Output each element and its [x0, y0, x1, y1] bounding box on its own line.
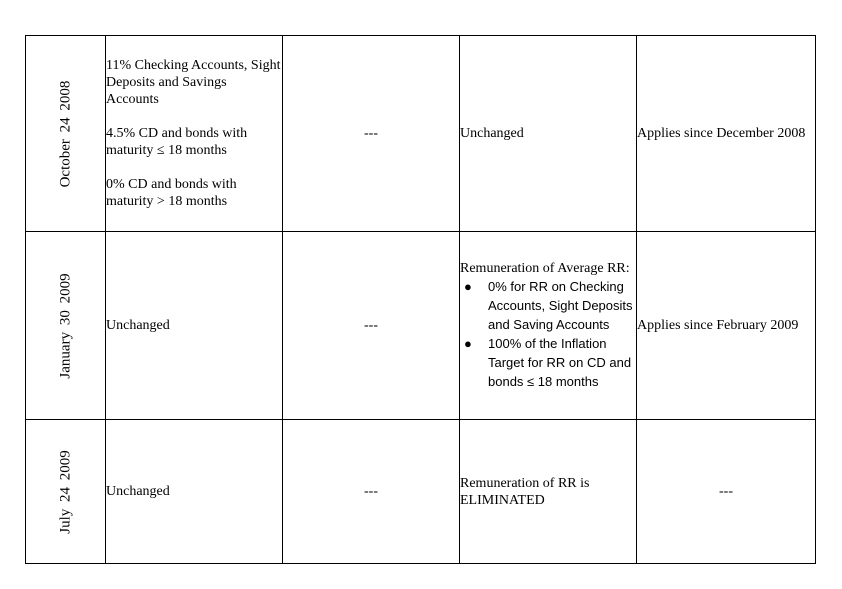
dash-cell: ---	[283, 232, 460, 420]
table-row	[26, 36, 816, 232]
remuneration-cell	[460, 232, 637, 420]
date-cell	[26, 36, 106, 232]
remuneration-cell: Remuneration of RR is ELIMINATED	[460, 420, 637, 564]
list-item-text: 0% for RR on Checking Accounts, Sight Deposits and Saving Accounts	[488, 279, 633, 332]
ratio-cell: Unchanged	[106, 232, 283, 420]
ratio-cell: Unchanged	[106, 420, 283, 564]
ratio-cell	[106, 36, 283, 232]
date-cell	[26, 232, 106, 420]
list-item	[460, 277, 636, 334]
ratio-line: 4.5% CD and bonds with maturity ≤ 18 months	[106, 126, 248, 158]
list-item	[460, 334, 636, 391]
table-row	[26, 420, 816, 564]
ratio-line: 0% CD and bonds with maturity > 18 months	[106, 177, 237, 209]
remuneration-list	[460, 277, 636, 391]
table-row	[26, 232, 816, 420]
date-label: October 24 2008	[57, 80, 73, 187]
bullet-icon: ●	[464, 279, 472, 294]
dash-cell: ---	[283, 420, 460, 564]
reserve-requirements-table	[25, 35, 816, 564]
remuneration-cell: Unchanged	[460, 36, 637, 232]
dash-cell: ---	[283, 36, 460, 232]
notes-cell: Applies since February 2009	[637, 232, 816, 420]
ratio-line: 11% Checking Accounts, Sight Deposits and Savings Accounts	[106, 58, 281, 107]
notes-cell: Applies since December 2008	[637, 36, 816, 232]
bullet-icon: ●	[464, 336, 472, 351]
date-label: January 30 2009	[57, 272, 73, 379]
list-item-text: 100% of the Inflation Target for RR on CD and bonds ≤ 18 months	[488, 336, 632, 389]
remuneration-title: Remuneration of Average RR:	[460, 261, 630, 276]
notes-cell: ---	[637, 420, 816, 564]
date-label: July 24 2009	[57, 449, 73, 534]
date-cell	[26, 420, 106, 564]
